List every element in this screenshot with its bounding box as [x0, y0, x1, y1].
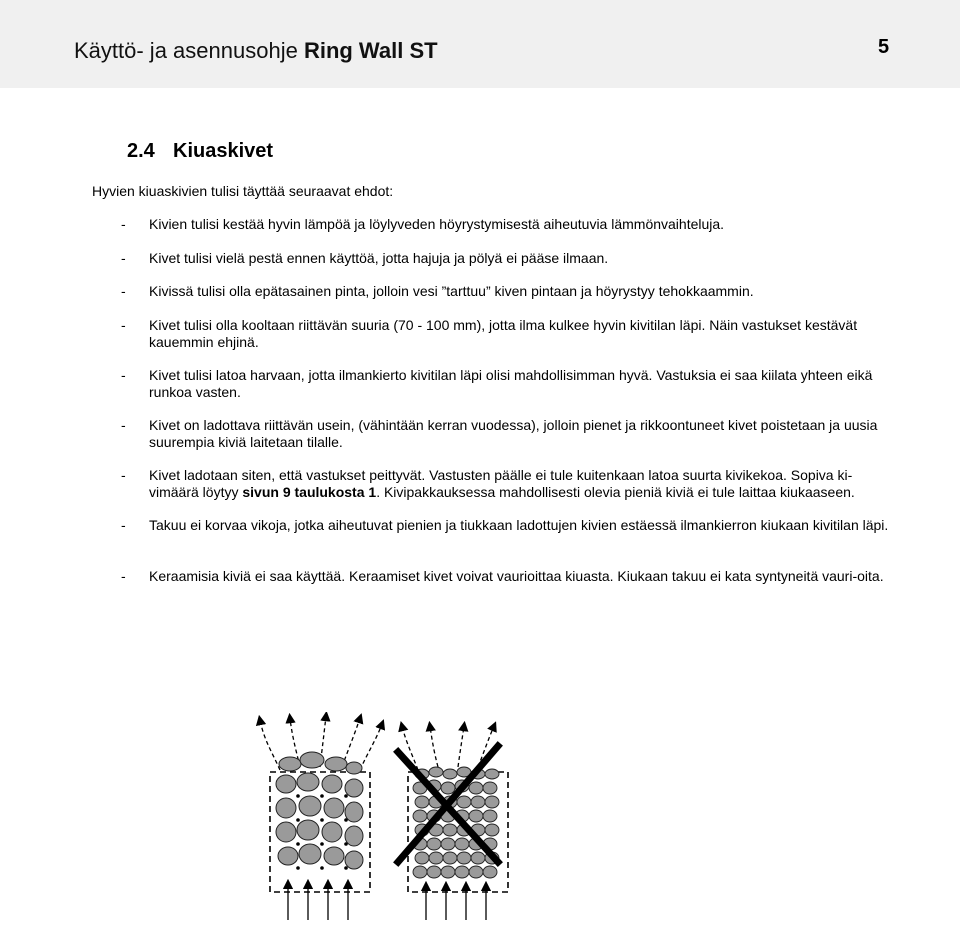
page-number: 5 — [878, 36, 890, 58]
list-dash: - — [121, 467, 126, 483]
list-dash: - — [121, 250, 126, 266]
list-item-text: Takuu ei korvaa vikoja, jotka aiheutuvat pienien ja tiukkaan ladottujen kivien estäessä ilmankierron kiukaan kivitilan läpi. — [149, 517, 889, 533]
page-header — [0, 0, 960, 88]
list-dash: - — [121, 517, 126, 533]
list-item-text-part: Kivet ladotaan siten, että vastukset peittyvät. Vastusten päälle ei tule kuitenkaan latoa suurta kivikekoa. Sopiva ki-vimäärä löytyy — [149, 467, 853, 500]
list-item — [121, 367, 891, 401]
document-title — [74, 38, 438, 64]
list-item — [121, 417, 891, 451]
list-item — [121, 216, 891, 233]
list-item — [121, 317, 891, 351]
list-dash: - — [121, 216, 126, 232]
intro-text: Hyvien kiuaskivien tulisi täyttää seuraavat ehdot: — [92, 183, 394, 199]
title-product: Ring Wall ST — [303, 38, 438, 63]
title-prefix: Käyttö- ja asennusohje — [74, 38, 304, 63]
list-item — [121, 467, 891, 501]
list-item-text — [149, 467, 891, 501]
table-reference: sivun 9 taulukosta 1 — [242, 484, 377, 500]
list-item-text: Kivien tulisi kestää hyvin lämpöä ja löylyveden höyrystymisestä aiheutuvia lämmönvaihteluja. — [149, 216, 725, 232]
list-item — [121, 283, 891, 300]
list-item-text: Kivissä tulisi olla epätasainen pinta, jolloin vesi ”tarttuu” kiven pintaan ja höyrystyy tehokkaammin. — [149, 283, 754, 299]
list-dash: - — [121, 417, 126, 433]
stone-stacking-illustration — [250, 712, 530, 923]
list-item-text: Kivet tulisi vielä pestä ennen käyttöä, jotta hajuja ja pölyä ei pääse ilmaan. — [149, 250, 609, 266]
list-dash: - — [121, 283, 126, 299]
section-heading — [127, 140, 273, 163]
list-item — [121, 568, 891, 585]
section-number: 2.4 — [127, 140, 155, 162]
section-title: Kiuaskivet — [173, 140, 274, 162]
list-dash: - — [121, 317, 126, 333]
list-item-text: Kivet tulisi latoa harvaan, jotta ilmankierto kivitilan läpi olisi mahdollisimman hyvä. Vastuksia ei saa kiilata yhteen eikä runkoa vasten. — [149, 367, 873, 400]
list-dash: - — [121, 568, 126, 584]
correct-stacking-icon — [260, 716, 382, 920]
list-item-text: Kivet tulisi olla kooltaan riittävän suuria (70 - 100 mm), jotta ilma kulkee hyvin kivitilan läpi. Näin vastukset kestävät kauemmin ehjinä. — [149, 317, 858, 350]
list-item — [121, 250, 891, 267]
list-item — [121, 517, 891, 534]
list-item-text: Kivet on ladottava riittävän usein, (vähintään kerran vuodessa), jolloin pienet ja rikkoontuneet kivet poistetaan ja uusia suurempia kiviä laitetaan tilalle. — [149, 417, 878, 450]
list-dash: - — [121, 367, 126, 383]
list-item-text-part: . Kivipakkauksessa mahdollisesti olevia pieniä kiviä ei tule laittaa kiukaaseen. — [376, 484, 855, 500]
incorrect-stacking-icon — [398, 726, 508, 920]
list-item-text: Keraamisia kiviä ei saa käyttää. Keraamiset kivet voivat vaurioittaa kiuasta. Kiukaan takuu ei kata syntyneitä vauri-oita. — [149, 568, 884, 584]
